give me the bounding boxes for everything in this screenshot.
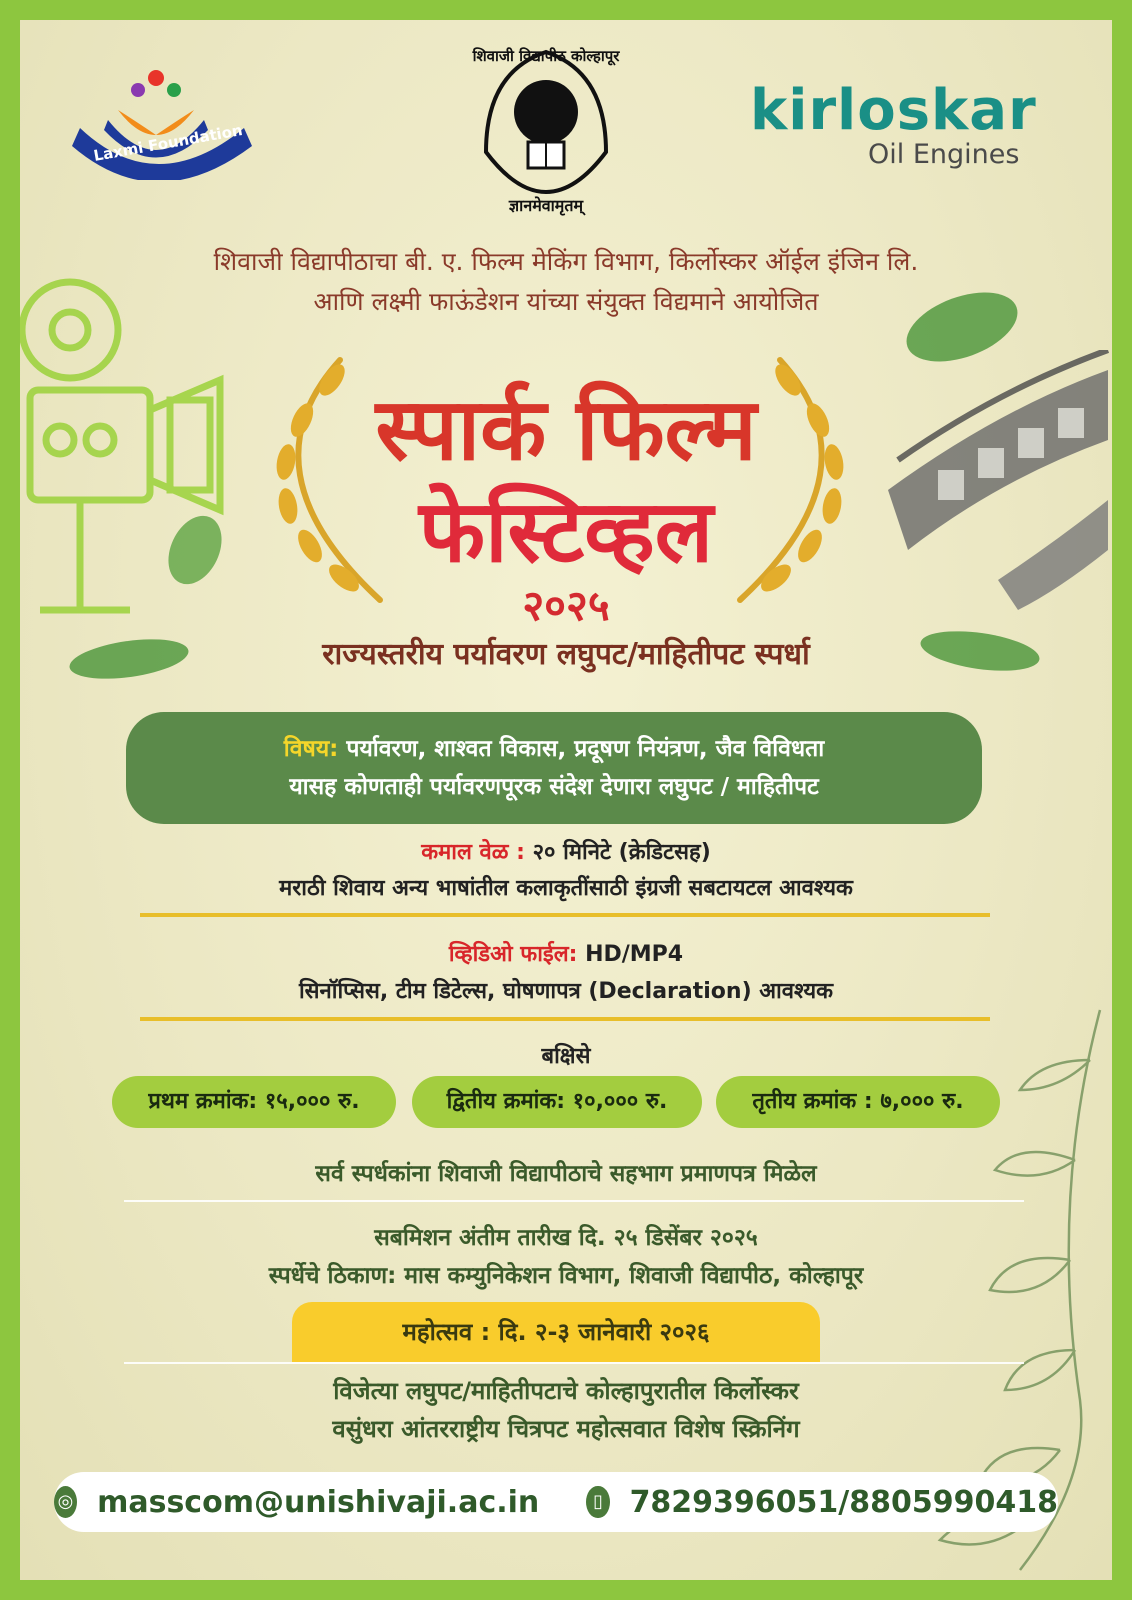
prizes-title: बक्षिसे <box>541 1044 591 1069</box>
theme-value: पर्यावरण, शाश्वत विकास, प्रदूषण नियंत्रण, जैव विविधता <box>338 736 825 762</box>
duration-value: २० मिनिटे (क्रेडिटसह) <box>524 840 711 865</box>
festival-title-line-1: स्पार्क फिल्म <box>375 380 757 480</box>
contact-phone[interactable]: 7829396051/8805990418 <box>629 1484 1058 1520</box>
globe-icon: ◎ <box>54 1486 77 1518</box>
subtitle-note: मराठी शिवाय अन्य भाषांतील कलाकृतींसाठी इंग्रजी सबटायटल आवश्यक <box>279 876 853 901</box>
festival-subtitle: राज्यस्तरीय पर्यावरण लघुपट/माहितीपट स्पर्धा <box>322 637 810 672</box>
third-prize-badge: तृतीय क्रमांक : ७,००० रु. <box>716 1076 1000 1128</box>
divider <box>140 913 990 917</box>
video-value: HD/MP4 <box>577 942 684 967</box>
organizer-line-1: शिवाजी विद्यापीठाचा बी. ए. फिल्म मेकिंग विभाग, किर्लोस्कर ऑईल इंजिन लि. <box>213 247 919 276</box>
organizer-line-2: आणि लक्ष्मी फाऊंडेशन यांच्या संयुक्त विद्यमाने आयोजित <box>313 287 819 316</box>
seal-motto-text: ज्ञानमेवामृतम् <box>508 196 584 215</box>
phone-icon: ▯ <box>586 1486 609 1518</box>
duration-key: कमाल वेळ : <box>421 840 525 865</box>
organizer-text <box>20 242 1112 322</box>
festival-year: २०२५ <box>522 581 610 630</box>
competition-venue: स्पर्धेचे ठिकाण: मास कम्युनिकेशन विभाग, शिवाजी विद्यापीठ, कोल्हापूर <box>268 1263 864 1289</box>
winners-line-1: विजेत्या लघुपट/माहितीपटाचे कोल्हापुरातील किर्लोस्कर <box>333 1377 799 1405</box>
divider <box>124 1362 1024 1364</box>
divider <box>124 1200 1024 1202</box>
divider <box>140 1017 990 1021</box>
laxmi-foundation-logo <box>68 50 268 180</box>
video-line <box>20 938 1112 968</box>
first-prize-badge: प्रथम क्रमांक: १५,००० रु. <box>112 1076 396 1128</box>
theme-key: विषय: <box>283 736 339 762</box>
video-key: व्हिडिओ फाईल: <box>448 942 578 967</box>
contact-bar <box>54 1472 1058 1532</box>
shivaji-university-seal <box>466 42 626 222</box>
poster <box>20 20 1112 1580</box>
submission-deadline: सबमिशन अंतीम तारीख दि. २५ डिसेंबर २०२५ <box>374 1225 758 1251</box>
kirloskar-brand-text: kirloskar <box>750 78 1037 143</box>
laxmi-foundation-text: Laxmi Foundation <box>92 121 244 165</box>
theme-line-1 <box>126 730 982 768</box>
seal-top-text: शिवाजी विद्यापीठ कोल्हापूर <box>472 47 620 65</box>
certificate-note: सर्व स्पर्धकांना शिवाजी विद्यापीठाचे सहभाग प्रमाणपत्र मिळेल <box>315 1161 817 1187</box>
duration-line <box>20 836 1112 866</box>
contact-email[interactable]: masscom@unishivaji.ac.in <box>97 1484 540 1520</box>
kirloskar-logo <box>750 78 1070 188</box>
theme-line-2: यासह कोणताही पर्यावरणपूरक संदेश देणारा लघुपट / माहितीपट <box>289 774 819 800</box>
kirloskar-sub-text: Oil Engines <box>868 139 1020 170</box>
winners-line-2: वसुंधरा आंतरराष्ट्रीय चित्रपट महोत्सवात विशेष स्क्रिनिंग <box>332 1415 800 1443</box>
festival-title-line-2: फेस्टिव्हल <box>418 482 714 582</box>
theme-box <box>126 712 982 824</box>
second-prize-badge: द्वितीय क्रमांक: १०,००० रु. <box>412 1076 702 1128</box>
documents-note: सिनॉप्सिस, टीम डिटेल्स, घोषणापत्र (Declaration) आवश्यक <box>298 979 834 1004</box>
festival-date-badge: महोत्सव : दि. २-३ जानेवारी २०२६ <box>292 1302 820 1362</box>
